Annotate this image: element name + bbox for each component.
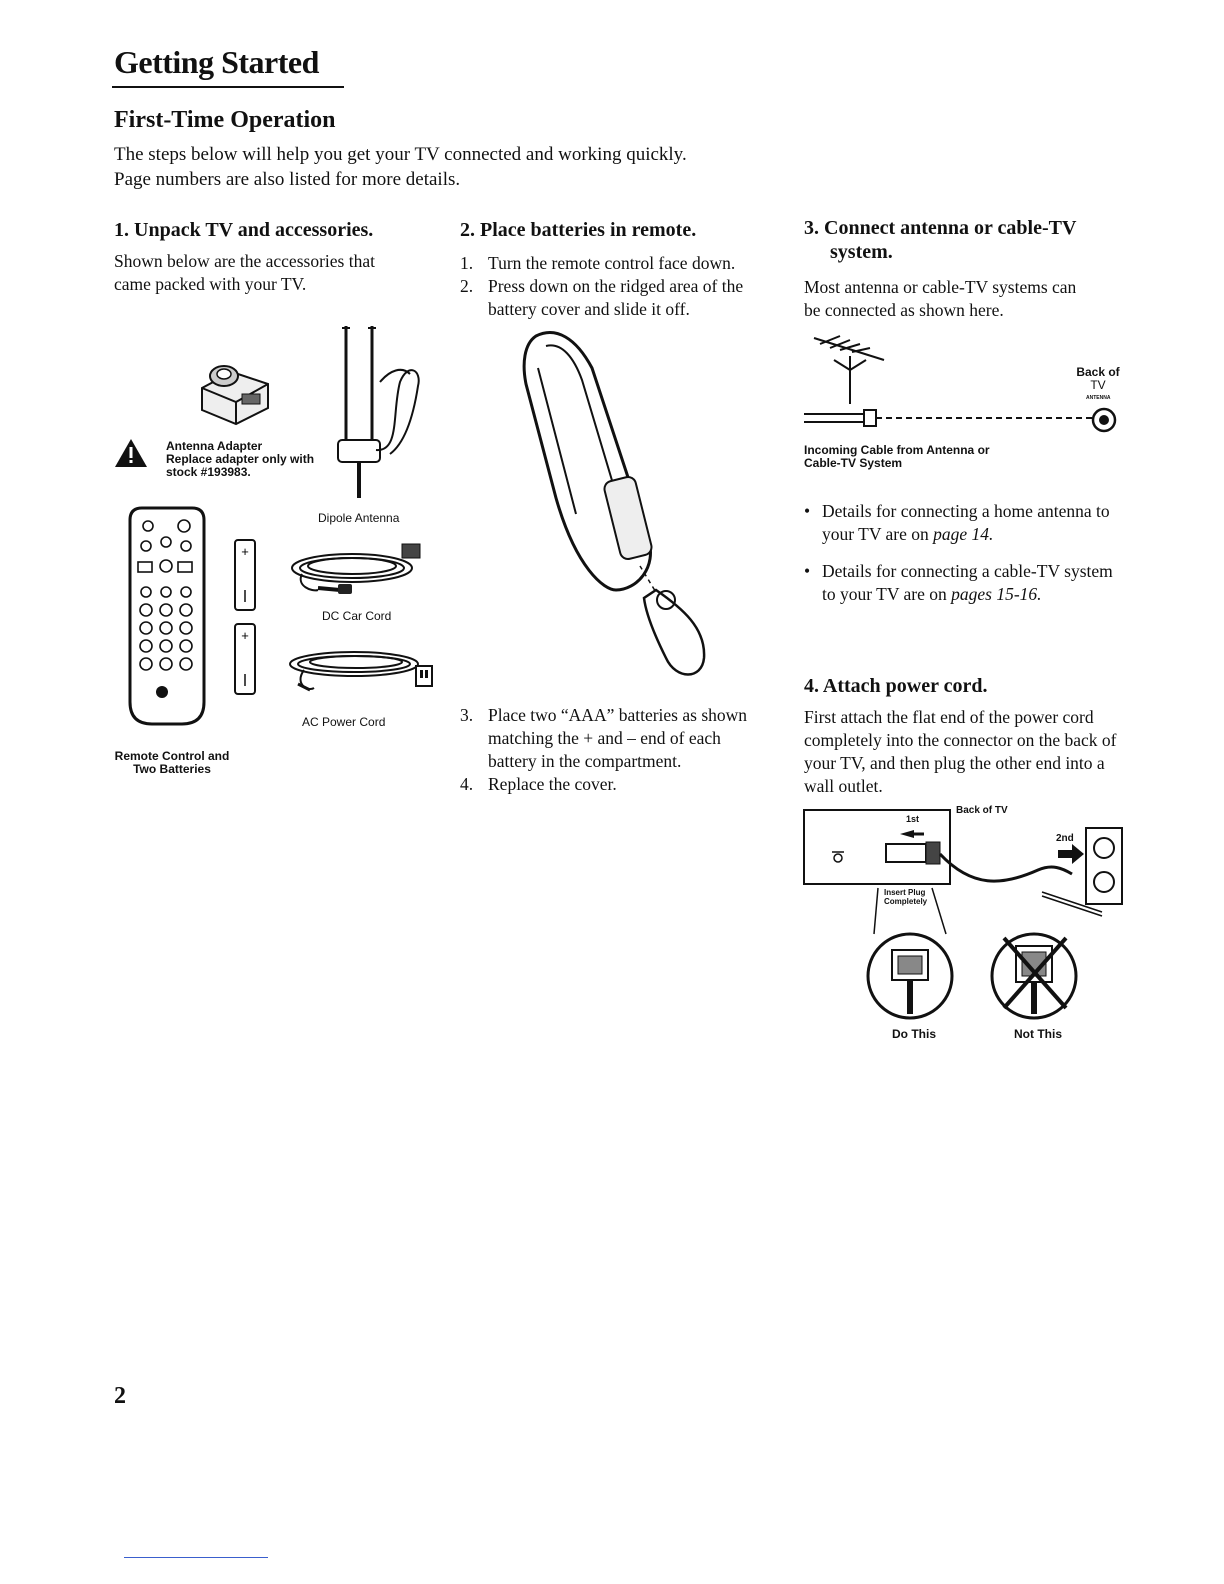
step2-list (460, 252, 770, 321)
antenna-adapter-stock: stock #193983. (166, 465, 251, 479)
step2-list-continued (460, 704, 770, 796)
step3-text-line-1: Most antenna or cable-TV systems can (804, 277, 1077, 297)
antenna-adapter-note: Replace adapter only with (166, 452, 315, 466)
intro-text (114, 142, 794, 192)
back-of-tv-power-caption: Back of TV (956, 805, 1008, 816)
step3-heading-line-1: 3. Connect antenna or cable-TV (804, 217, 1077, 239)
incoming-caption-line-2: Cable-TV System (804, 456, 903, 470)
dipole-antenna-illustration (330, 322, 430, 512)
do-this-caption: Do This (892, 1027, 936, 1041)
step3-bullet-text: Details for connecting a cable-TV system to your TV are on (822, 561, 1113, 604)
section-title: First-Time Operation (114, 107, 336, 133)
step1-text (114, 250, 434, 296)
dipole-antenna-caption: Dipole Antenna (318, 511, 400, 525)
step2-item (460, 275, 770, 321)
remote-control-illustration (122, 506, 212, 728)
remote-battery-illustration (516, 328, 716, 684)
first-label: 1st (906, 814, 920, 824)
step2-item-text: Replace the cover. (488, 774, 617, 794)
step3-text-line-2: be connected as shown here. (804, 300, 1004, 320)
second-label: 2nd (1056, 833, 1074, 844)
page-number: 2 (114, 1383, 126, 1409)
step2-item-text: Press down on the ridged area of the battery cover and slide it off. (488, 276, 744, 319)
step3-bullet: • Details for connecting a cable-TV system to your TV are on pages 15-16. (804, 561, 1113, 604)
insert-plug-line-2: Completely (884, 897, 928, 906)
back-of-tv-line-2: TV (1090, 378, 1106, 392)
antenna-adapter-illustration (196, 358, 276, 428)
intro-line-1: The steps below will help you get your TV connected and working quickly. (114, 144, 687, 165)
step2-item-num: 1. (460, 253, 474, 273)
back-of-tv-line-1: Back of (1076, 365, 1120, 379)
remote-caption-line-2: Two Batteries (133, 762, 211, 776)
insert-plug-line-1: Insert Plug (884, 888, 926, 897)
step4-heading: 4. Attach power cord. (804, 675, 988, 697)
antenna-adapter-title: Antenna Adapter (166, 439, 263, 453)
step3-bullet-text: Details for connecting a home antenna to your TV are on (822, 501, 1110, 544)
insert-plug-caption (884, 888, 927, 906)
power-cord-diagram (802, 808, 1132, 1020)
dc-car-cord-illustration (282, 530, 432, 600)
step3-heading (804, 216, 1124, 264)
remote-caption (112, 750, 232, 776)
incoming-caption-line-1: Incoming Cable from Antenna or (804, 443, 990, 457)
antenna-adapter-caption (166, 440, 314, 479)
ac-power-cord-caption: AC Power Cord (302, 715, 386, 729)
step3-bullets (804, 500, 1124, 620)
warning-icon (114, 438, 148, 468)
step3-bullet: • Details for connecting a home antenna to your TV are on page 14. (804, 501, 1110, 544)
remote-caption-line-1: Remote Control and (114, 749, 230, 763)
step4-text: First attach the flat end of the power cord completely into the connector on the back of your TV, and then plug the other end into a wall outlet. (804, 707, 1117, 796)
intro-line-2: Page numbers are also listed for more details. (114, 169, 461, 190)
step2-item (460, 252, 770, 275)
step2-item-text: Turn the remote control face down. (488, 253, 736, 273)
antenna-jack-label: ANTENNA (1086, 395, 1111, 401)
step2-item (460, 704, 770, 773)
step3-text (804, 276, 1124, 322)
step3-bullet-page-ref: pages 15-16. (951, 584, 1042, 604)
step2-item-num: 4. (460, 774, 474, 794)
step1-heading: 1. Unpack TV and accessories. (114, 219, 374, 241)
step2-heading: 2. Place batteries in remote. (460, 219, 697, 241)
step1-text-line-1: Shown below are the accessories that (114, 251, 375, 271)
step1-text-line-2: came packed with your TV. (114, 274, 307, 294)
back-of-tv-caption (1060, 366, 1136, 392)
step2-item-num: 3. (460, 705, 474, 725)
title-underline (112, 86, 344, 88)
step2-item (460, 773, 770, 796)
dc-car-cord-caption: DC Car Cord (322, 609, 392, 623)
bottom-rule (124, 1557, 268, 1558)
ac-power-cord-illustration (284, 640, 434, 700)
page-title: Getting Started (114, 44, 319, 80)
svg-text:+: + (241, 628, 249, 643)
step3-bullet-page-ref: page 14. (933, 524, 994, 544)
not-this-caption: Not This (1014, 1027, 1062, 1041)
step2-item-text: Place two “AAA” batteries as shown matching the + and – end of each battery in the compartment. (488, 705, 748, 771)
batteries-illustration (232, 536, 258, 696)
step3-heading-line-2: system. (830, 241, 893, 263)
svg-text:+: + (241, 544, 249, 559)
step2-item-num: 2. (460, 276, 474, 296)
incoming-cable-caption (804, 444, 990, 470)
